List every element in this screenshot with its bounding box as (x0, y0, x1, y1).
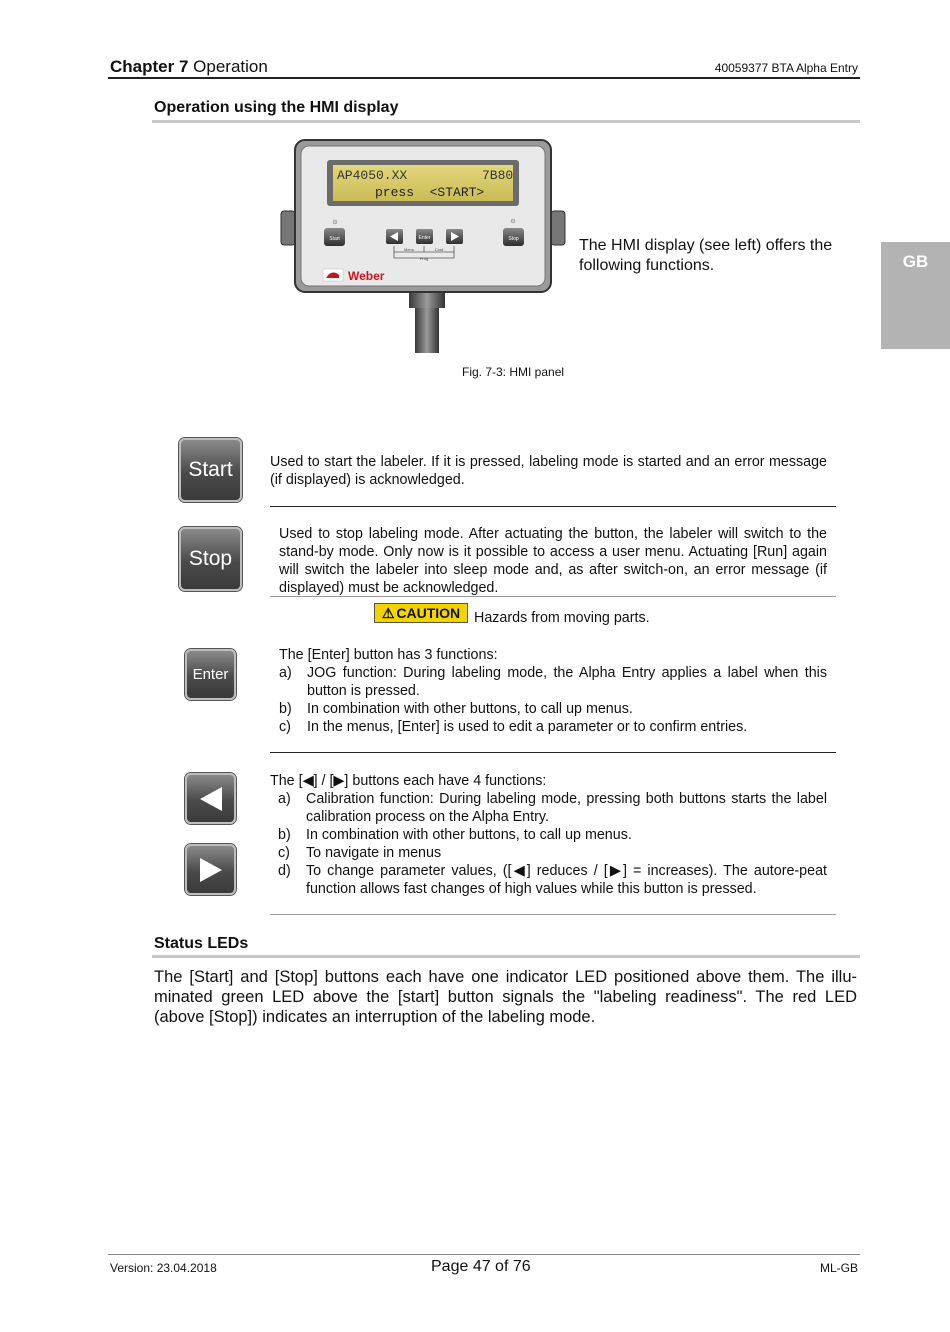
list-item-text: In combination with other buttons, to call up menus. (306, 827, 632, 843)
list-item (278, 862, 827, 898)
lcd-line2: press <START> (375, 185, 485, 200)
left-arrow-button-icon (185, 773, 236, 824)
language-tab: GB (881, 242, 950, 349)
list-item-label: b) (278, 827, 291, 843)
list-item-label: d) (278, 863, 291, 879)
panel-brand: Weber (348, 269, 385, 283)
panel-enter-label: Enter (418, 235, 431, 241)
lcd-line1-right: 7B80 (482, 168, 514, 183)
figure-caption: Fig. 7-3: HMI panel (462, 365, 565, 379)
list-item-text: To navigate in menus (306, 845, 442, 861)
section-heading-status-leds: Status LEDs (154, 935, 249, 952)
list-item (278, 826, 827, 844)
footer-divider (108, 1254, 860, 1255)
arrows-function-list (278, 790, 827, 898)
list-item-text: JOG function: During labeling mode, the Alpha Entry applies a label when this button is pressed. (307, 665, 827, 699)
chapter-label: Chapter 7 (110, 57, 189, 76)
list-item (279, 700, 827, 718)
list-item (278, 790, 827, 826)
panel-conf-label: Conf (434, 247, 444, 252)
enter-intro: The [Enter] button has 3 functions: (279, 647, 498, 663)
row-divider (270, 596, 836, 597)
panel-start-label: Start (329, 236, 340, 242)
list-item-label: c) (278, 845, 290, 861)
enter-button-icon: Enter (185, 649, 236, 700)
header-divider (108, 77, 860, 79)
row-divider (270, 506, 836, 507)
start-description: Used to start the labeler. If it is pressed, labeling mode is started and an error message (if displayed) is acknowledged. (270, 454, 827, 488)
list-item (279, 664, 827, 700)
enter-function-list (279, 664, 827, 736)
row-divider (270, 914, 836, 915)
list-item (279, 718, 827, 736)
list-item-label: c) (279, 719, 291, 735)
section-heading-rule (152, 955, 860, 958)
panel-menu-label: Menu (403, 247, 415, 252)
list-item-label: b) (279, 701, 292, 717)
section-heading-rule (152, 120, 860, 123)
chapter-heading (110, 57, 268, 77)
right-arrow-button-icon (185, 844, 236, 895)
footer-version: Version: 23.04.2018 (110, 1261, 217, 1275)
left-arrow-icon (198, 786, 224, 812)
list-item (278, 844, 827, 862)
caution-badge (374, 603, 468, 623)
stop-button-icon: Stop (179, 527, 242, 591)
list-item-label: a) (279, 665, 292, 681)
list-item-text: In the menus, [Enter] is used to edit a parameter or to confirm entries. (307, 719, 748, 735)
section-heading-hmi: Operation using the HMI display (154, 99, 399, 116)
stop-description: Used to stop labeling mode. After actuating the button, the labeler will switch to the stand-by mode. Only now is it possible to access a user menu. Actuating [Run] again will switch the labeler into sleep mode and, as after switch-on, an error message (if displayed) must be acknowledged. (279, 526, 827, 596)
arrows-intro: The [◀] / [▶] buttons each have 4 functions: (270, 773, 547, 789)
enter-description (279, 646, 827, 736)
hmi-panel-figure (278, 138, 568, 353)
arrows-description (270, 772, 827, 898)
start-button-icon: Start (179, 438, 242, 502)
caution-label: CAUTION (396, 605, 461, 621)
list-item-text: In combination with other buttons, to call up menus. (307, 701, 633, 717)
panel-prog-label: Prog (419, 256, 429, 261)
list-item-text: To change parameter values, ([◀] reduces / [▶] = increases). The autore-peat function allows fast changes of high values while this button is pressed. (306, 863, 827, 897)
warning-triangle-icon: ⚠ (381, 604, 395, 621)
row-divider (270, 752, 836, 753)
chapter-title: Operation (193, 57, 268, 76)
status-leds-text: The [Start] and [Stop] buttons each have one indicator LED positioned above them. The illu-minated green LED above the [start] button signals the "labeling readiness". The red LED (above [Stop]) indicates an interruption of the labeling mode. (154, 968, 857, 1026)
footer-page-number: Page 47 of 76 (431, 1258, 531, 1275)
caution-text: Hazards from moving parts. (474, 610, 650, 626)
hmi-intro-text: The HMI display (see left) offers the following functions. (579, 237, 833, 274)
footer-code: ML-GB (819, 1261, 858, 1275)
panel-stop-label: Stop (508, 236, 519, 242)
list-item-label: a) (278, 791, 291, 807)
list-item-text: Calibration function: During labeling mode, pressing both buttons starts the label calibration process on the Alpha Entry. (306, 791, 827, 825)
right-arrow-icon (198, 857, 224, 883)
lcd-line1-left: AP4050.XX (337, 168, 408, 183)
document-id: 40059377 BTA Alpha Entry (714, 61, 858, 75)
